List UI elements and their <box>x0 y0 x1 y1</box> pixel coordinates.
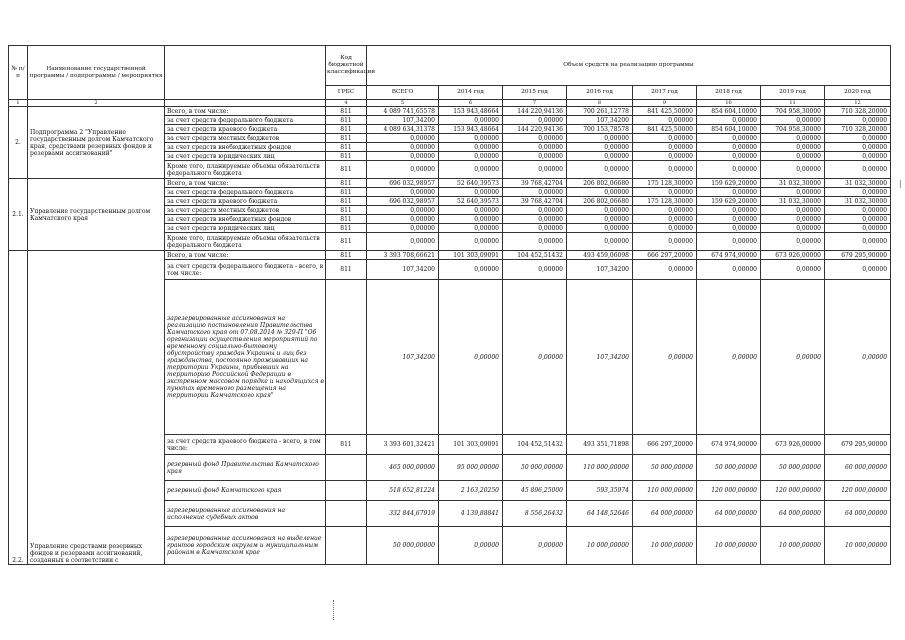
year-value: 0,00000 <box>567 215 633 224</box>
grbs-code: 811 <box>326 206 367 215</box>
year-value: 206 802,06680 <box>567 179 633 188</box>
col-year-header: 2019 год <box>761 86 825 100</box>
year-value: 0,00000 <box>697 161 761 179</box>
col-index: 9 <box>633 100 697 107</box>
grbs-code: 811 <box>326 224 367 233</box>
total-value: 0,00000 <box>367 161 439 179</box>
year-value: 0,00000 <box>567 134 633 143</box>
year-value: 50 000,00000 <box>633 455 697 481</box>
year-value: 206 802,06680 <box>567 197 633 206</box>
total-value: 0,00000 <box>367 233 439 251</box>
year-value: 0,00000 <box>633 188 697 197</box>
year-value: 0,00000 <box>503 527 567 565</box>
year-value: 95 000,00000 <box>439 455 503 481</box>
year-value: 31 032,30000 <box>761 179 825 188</box>
col-index <box>165 100 326 107</box>
col-year-header: 2017 год <box>633 86 697 100</box>
year-value: 0,00000 <box>503 152 567 161</box>
year-value: 0,00000 <box>439 161 503 179</box>
year-value: 107,34200 <box>567 280 633 435</box>
year-value: 159 629,20000 <box>697 179 761 188</box>
year-value: 0,00000 <box>503 134 567 143</box>
funding-source-label: за счет средств внебюджетных фондов <box>165 143 326 152</box>
year-value: 0,00000 <box>503 280 567 435</box>
year-value: 0,00000 <box>633 215 697 224</box>
year-value: 0,00000 <box>825 161 891 179</box>
year-value: 0,00000 <box>503 215 567 224</box>
year-value: 0,00000 <box>761 224 825 233</box>
year-value: 101 303,09091 <box>439 251 503 260</box>
year-value: 0,00000 <box>697 116 761 125</box>
funding-source-label: за счет средств федерального бюджета <box>165 116 326 125</box>
year-value: 0,00000 <box>825 215 891 224</box>
year-value: 493 459,06098 <box>567 251 633 260</box>
year-value: 0,00000 <box>761 206 825 215</box>
year-value: 10 000,00000 <box>697 527 761 565</box>
year-value: 0,00000 <box>697 215 761 224</box>
funding-source-label: за счет средств юридических лиц <box>165 152 326 161</box>
year-value: 64 000,00000 <box>697 501 761 527</box>
year-value: 0,00000 <box>439 280 503 435</box>
total-value: 3 393 601,32421 <box>367 435 439 455</box>
total-value: 0,00000 <box>367 206 439 215</box>
year-value: 704 958,30000 <box>761 107 825 116</box>
grbs-code: 811 <box>326 188 367 197</box>
year-value: 0,00000 <box>761 161 825 179</box>
table-row <box>9 251 891 260</box>
year-value: 144 220,94136 <box>503 125 567 134</box>
funding-source-label: за счет средств юридических лиц <box>165 224 326 233</box>
year-value: 64 148,52646 <box>567 501 633 527</box>
year-value: 39 768,42704 <box>503 179 567 188</box>
year-value: 700 153,78578 <box>567 125 633 134</box>
col-year-header: 2020 год <box>825 86 891 100</box>
year-value: 64 000,00000 <box>761 501 825 527</box>
year-value: 0,00000 <box>633 224 697 233</box>
col-index: 4 <box>326 100 367 107</box>
total-value: 696 032,98957 <box>367 197 439 206</box>
col-index: 7 <box>503 100 567 107</box>
year-value: 4 139,88841 <box>439 501 503 527</box>
year-value: 0,00000 <box>761 116 825 125</box>
total-value: 107,34200 <box>367 260 439 280</box>
year-value: 104 452,51432 <box>503 435 567 455</box>
funding-source-label: Кроме того, планируемые объемы обязательств федерального бюджета <box>165 233 326 251</box>
row-number: 2.1. <box>9 179 28 251</box>
grbs-code: 811 <box>326 143 367 152</box>
year-value: 107,34200 <box>567 260 633 280</box>
col-index: 2 <box>28 100 165 107</box>
year-value: 0,00000 <box>633 152 697 161</box>
year-value: 52 640,39573 <box>439 179 503 188</box>
year-value: 700 261,12778 <box>567 107 633 116</box>
total-value: 332 844,67919 <box>367 501 439 527</box>
grbs-code: 811 <box>326 116 367 125</box>
year-value: 0,00000 <box>503 224 567 233</box>
year-value: 175 128,30000 <box>633 197 697 206</box>
year-value: 64 000,00000 <box>633 501 697 527</box>
year-value: 52 640,39573 <box>439 197 503 206</box>
year-value: 0,00000 <box>825 116 891 125</box>
year-value: 0,00000 <box>439 134 503 143</box>
year-value: 679 295,90000 <box>825 435 891 455</box>
funding-source-label: за счет средств федерального бюджета - всего, в том числе: <box>165 260 326 280</box>
total-value: 3 393 708,66621 <box>367 251 439 260</box>
year-value: 0,00000 <box>503 233 567 251</box>
total-value: 0,00000 <box>367 134 439 143</box>
year-value: 0,00000 <box>633 161 697 179</box>
year-value: 0,00000 <box>761 188 825 197</box>
year-value: 854 604,10000 <box>697 125 761 134</box>
year-value: 0,00000 <box>633 280 697 435</box>
year-value: 0,00000 <box>439 260 503 280</box>
grbs-code: 811 <box>326 251 367 260</box>
grbs-code: 811 <box>326 152 367 161</box>
funding-source-label: за счет средств краевого бюджета - всего, в том числе: <box>165 435 326 455</box>
funding-source-label: за счет средств краевого бюджета <box>165 197 326 206</box>
year-value: 31 032,30000 <box>825 179 891 188</box>
year-value: 0,00000 <box>439 215 503 224</box>
total-value: 4 089 741,65578 <box>367 107 439 116</box>
year-value: 0,00000 <box>503 116 567 125</box>
year-value: 64 000,00000 <box>825 501 891 527</box>
col-number-header: № п/п <box>9 46 28 100</box>
year-value: 0,00000 <box>567 188 633 197</box>
col-kbk-header: Код бюджетной классификации <box>326 46 367 86</box>
year-value: 841 425,50000 <box>633 125 697 134</box>
year-value: 0,00000 <box>825 152 891 161</box>
year-value: 0,00000 <box>633 206 697 215</box>
year-value: 0,00000 <box>567 206 633 215</box>
year-value: 674 974,90000 <box>697 251 761 260</box>
grbs-code: 811 <box>326 179 367 188</box>
year-value: 0,00000 <box>697 233 761 251</box>
year-value: 0,00000 <box>439 527 503 565</box>
grbs-code: 811 <box>326 134 367 143</box>
year-value: 39 768,42704 <box>503 197 567 206</box>
year-value: 31 032,30000 <box>825 197 891 206</box>
year-value: 0,00000 <box>825 224 891 233</box>
year-value: 0,00000 <box>567 143 633 152</box>
col-grbs-header: ГРБС <box>326 86 367 100</box>
year-value: 0,00000 <box>439 206 503 215</box>
total-value: 0,00000 <box>367 143 439 152</box>
funding-source-label: за счет средств местных бюджетов <box>165 134 326 143</box>
funding-source-label: за счет средств краевого бюджета <box>165 125 326 134</box>
grbs-code: 811 <box>326 107 367 116</box>
year-value: 120 000,00000 <box>825 481 891 501</box>
total-value: 50 000,00000 <box>367 527 439 565</box>
year-value: 0,00000 <box>439 143 503 152</box>
year-value: 0,00000 <box>697 134 761 143</box>
col-index: 12 <box>825 100 891 107</box>
year-value: 0,00000 <box>825 143 891 152</box>
year-value: 8 556,26432 <box>503 501 567 527</box>
year-value: 2 163,20250 <box>439 481 503 501</box>
col-index: 6 <box>439 100 503 107</box>
program-name: Подпрограмма 2 "Управление государственным долгом Камчатского края, средствами резервных фондов и резервами ассигнований" <box>28 107 165 179</box>
year-value: 110 000,00000 <box>567 455 633 481</box>
grbs-code <box>326 527 367 565</box>
year-value: 493 351,71898 <box>567 435 633 455</box>
year-value: 10 000,00000 <box>633 527 697 565</box>
year-value: 0,00000 <box>697 206 761 215</box>
year-value: 0,00000 <box>825 233 891 251</box>
dotted-guide <box>333 600 335 620</box>
col-index: 1 <box>9 100 28 107</box>
col-index: 8 <box>567 100 633 107</box>
total-value: 0,00000 <box>367 215 439 224</box>
funding-source-label: зарезервированные ассигнования на выделение грантов городским округам и муниципальным районам в Камчатском крае <box>165 527 326 565</box>
year-value: 0,00000 <box>825 134 891 143</box>
col-year-header: 2016 год <box>567 86 633 100</box>
year-value: 0,00000 <box>439 224 503 233</box>
funding-source-label: Всего, в том числе: <box>165 179 326 188</box>
year-value: 159 629,20000 <box>697 197 761 206</box>
year-value: 679 295,90000 <box>825 251 891 260</box>
year-value: 50 000,00000 <box>697 455 761 481</box>
year-value: 45 896,25000 <box>503 481 567 501</box>
grbs-code <box>326 501 367 527</box>
total-value: 696 032,98957 <box>367 179 439 188</box>
year-value: 666 297,20000 <box>633 435 697 455</box>
year-value: 153 943,48664 <box>439 125 503 134</box>
total-value: 0,00000 <box>367 188 439 197</box>
year-value: 0,00000 <box>697 260 761 280</box>
col-index: 10 <box>697 100 761 107</box>
col-index: 11 <box>761 100 825 107</box>
year-value: 0,00000 <box>697 143 761 152</box>
funding-source-label: за счет средств федерального бюджета <box>165 188 326 197</box>
year-value: 0,00000 <box>697 280 761 435</box>
year-value: 0,00000 <box>825 260 891 280</box>
total-value: 107,34200 <box>367 280 439 435</box>
funding-source-label: Всего, в том числе: <box>165 251 326 260</box>
year-value: 50 000,00000 <box>761 455 825 481</box>
year-value: 0,00000 <box>825 206 891 215</box>
year-value: 0,00000 <box>503 143 567 152</box>
year-value: 854 604,10000 <box>697 107 761 116</box>
year-value: 107,34200 <box>567 116 633 125</box>
year-value: 0,00000 <box>697 188 761 197</box>
year-value: 10 000,00000 <box>825 527 891 565</box>
col-name-header: Наименование государственной программы / подпрограммы / мероприятия <box>28 46 165 100</box>
year-value: 0,00000 <box>503 188 567 197</box>
col-total-header: ВСЕГО <box>367 86 439 100</box>
row-number: 2.2. <box>9 251 28 565</box>
year-value: 0,00000 <box>503 206 567 215</box>
grbs-code: 811 <box>326 197 367 206</box>
program-name: Управление средствами резервных фондов и резервами ассигнований, созданных в соответствии с <box>28 251 165 565</box>
year-value: 10 000,00000 <box>761 527 825 565</box>
year-value: 0,00000 <box>439 152 503 161</box>
year-value: 0,00000 <box>825 280 891 435</box>
grbs-code <box>326 481 367 501</box>
year-value: 153 943,48664 <box>439 107 503 116</box>
year-value: 0,00000 <box>761 152 825 161</box>
year-value: 710 328,20000 <box>825 107 891 116</box>
year-value: 841 425,50000 <box>633 107 697 116</box>
year-value: 666 297,20000 <box>633 251 697 260</box>
total-value: 518 652,81224 <box>367 481 439 501</box>
grbs-code: 811 <box>326 260 367 280</box>
year-value: 593,35974 <box>567 481 633 501</box>
year-value: 0,00000 <box>761 260 825 280</box>
year-value: 0,00000 <box>567 224 633 233</box>
year-value: 0,00000 <box>439 188 503 197</box>
col-blank-header <box>165 46 326 100</box>
col-year-header: 2018 год <box>697 86 761 100</box>
year-value: 10 000,00000 <box>567 527 633 565</box>
year-value: 0,00000 <box>825 188 891 197</box>
funding-source-label: резервный фонд Правительства Камчатского края <box>165 455 326 481</box>
grbs-code: 811 <box>326 161 367 179</box>
year-value: 0,00000 <box>761 280 825 435</box>
year-value: 673 926,00000 <box>761 251 825 260</box>
year-value: 0,00000 <box>503 260 567 280</box>
col-year-header: 2014 год <box>439 86 503 100</box>
grbs-code <box>326 280 367 435</box>
grbs-code: 811 <box>326 435 367 455</box>
table-header <box>9 46 891 107</box>
total-value: 0,00000 <box>367 224 439 233</box>
year-value: 120 000,00000 <box>697 481 761 501</box>
table-body <box>9 107 891 565</box>
year-value: 0,00000 <box>761 215 825 224</box>
year-value: 0,00000 <box>439 116 503 125</box>
year-value: 0,00000 <box>567 152 633 161</box>
year-value: 50 000,00000 <box>503 455 567 481</box>
year-value: 0,00000 <box>633 116 697 125</box>
total-value: 107,34200 <box>367 116 439 125</box>
year-value: 31 032,30000 <box>761 197 825 206</box>
year-value: 120 000,00000 <box>761 481 825 501</box>
program-name: Управление государственным долгом Камчатского края <box>28 179 165 251</box>
funding-source-label: за счет средств местных бюджетов <box>165 206 326 215</box>
grbs-code <box>326 455 367 481</box>
year-value: 674 974,90000 <box>697 435 761 455</box>
col-year-header: 2015 год <box>503 86 567 100</box>
funding-source-label: Всего, в том числе: <box>165 107 326 116</box>
year-value: 0,00000 <box>503 161 567 179</box>
year-value: 0,00000 <box>633 260 697 280</box>
year-value: 0,00000 <box>761 134 825 143</box>
year-value: 110 000,00000 <box>633 481 697 501</box>
col-volume-header: Объем средств на реализацию программы <box>367 46 891 86</box>
total-value: 4 089 634,31378 <box>367 125 439 134</box>
col-index: 5 <box>367 100 439 107</box>
funding-source-label: Кроме того, планируемые объемы обязательств федерального бюджета <box>165 161 326 179</box>
grbs-code: 811 <box>326 233 367 251</box>
year-value: 0,00000 <box>761 233 825 251</box>
funding-source-label: зарезервированные ассигнования на исполнение судебных актов <box>165 501 326 527</box>
year-value: 0,00000 <box>567 233 633 251</box>
year-value: 0,00000 <box>439 233 503 251</box>
year-value: 673 926,00000 <box>761 435 825 455</box>
year-value: 704 958,30000 <box>761 125 825 134</box>
year-value: 0,00000 <box>567 161 633 179</box>
row-number: 2. <box>9 107 28 179</box>
year-value: 0,00000 <box>633 134 697 143</box>
year-value: 0,00000 <box>633 143 697 152</box>
funding-source-label: за счет средств внебюджетных фондов <box>165 215 326 224</box>
year-value: 60 000,00000 <box>825 455 891 481</box>
year-value: 0,00000 <box>761 143 825 152</box>
program-funding-table <box>8 45 891 565</box>
year-value: 175 128,30000 <box>633 179 697 188</box>
table-row <box>9 107 891 116</box>
funding-source-label: резервный фонд Камчатского края <box>165 481 326 501</box>
year-value: 104 452,51432 <box>503 251 567 260</box>
year-value: 0,00000 <box>697 152 761 161</box>
total-value: 465 000,00000 <box>367 455 439 481</box>
year-value: 101 303,09091 <box>439 435 503 455</box>
year-value: 710 328,20000 <box>825 125 891 134</box>
grbs-code: 811 <box>326 215 367 224</box>
margin-mark <box>897 180 901 188</box>
year-value: 0,00000 <box>633 233 697 251</box>
funding-source-label: зарезервированные ассигнования на реализацию постановления Правительства Камчатского края от 07.08.2014 № 329-П "Об организации осуществления мероприятий по временному социально-бытовому обустройству граждан Украины и лиц без гражданства, постоянно проживавших на территории Украины, прибывших на территорию Российской Федерации в экстренном массовом порядке и находящихся в пунктах временного размещения на территории Камчатского края" <box>165 280 326 435</box>
year-value: 0,00000 <box>697 224 761 233</box>
total-value: 0,00000 <box>367 152 439 161</box>
table-row <box>9 179 891 188</box>
grbs-code: 811 <box>326 125 367 134</box>
year-value: 144 220,94136 <box>503 107 567 116</box>
